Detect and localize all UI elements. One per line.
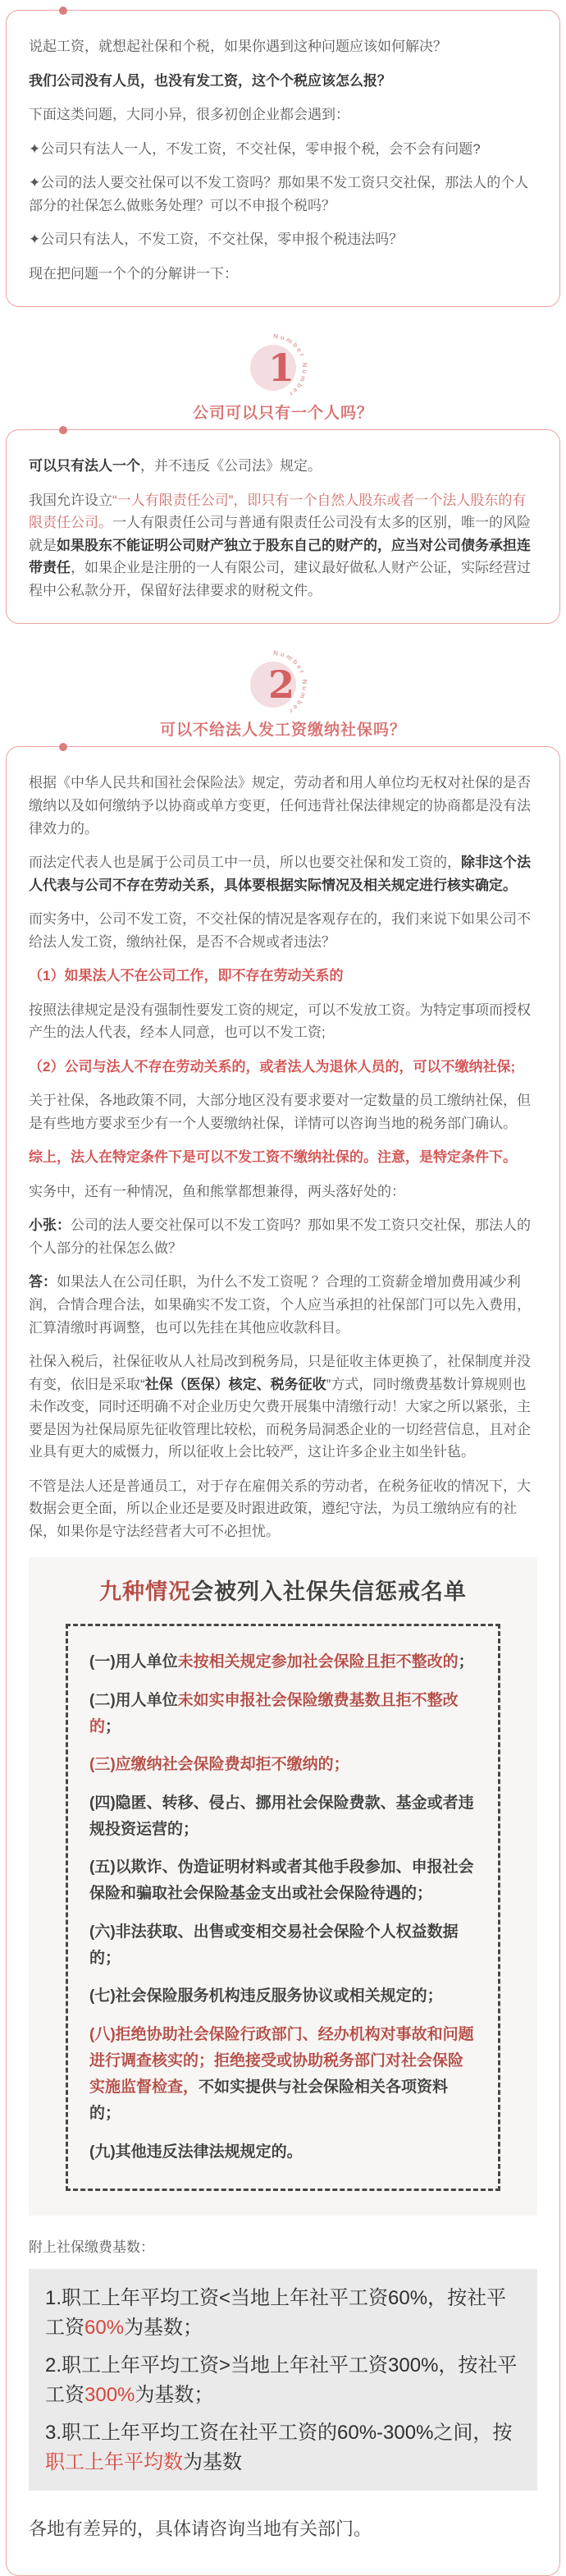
intro-bullet: ✦公司只有法人，不发工资，不交社保，零申报个税违法吗？ <box>29 231 404 248</box>
section-2-paragraph: 而实务中，公司不发工资，不交社保的情况是客观存在的，我们来说下如果公司不给法人发工资，缴纳社保，是否不合规或者违法？ <box>29 911 531 950</box>
section-1-card <box>6 429 560 624</box>
badge-arc-text: Number Number <box>272 332 309 399</box>
nine-item-7: (七)社会保险服务机构违反服务协议或相关规定的； <box>89 1987 443 2005</box>
section-2-paragraph: 实务中，还有一种情况，鱼和熊掌都想兼得，两头落好处的： <box>29 1183 405 1199</box>
nine-situations-heading: 九种情况会被列入社保失信惩戒名单 <box>99 1579 467 1605</box>
intro-bullet: ✦公司的法人要交社保可以不发工资吗？那如果不发工资只交社保，那法人的个人部分的社保怎么做账务处理？可以不申报个税吗？ <box>29 175 529 213</box>
shebao-base-note: 附上社保缴费基数： <box>29 2239 154 2256</box>
nine-item-8: (八)拒绝协助社会保险行政部门、经办机构对事故和问题进行调查核实的；拒绝接受或协助税务部门对社会保险实施监督检查，不如实提供与社会保险相关各项资料的； <box>89 2025 474 2123</box>
shebao-base-block <box>29 2269 537 2491</box>
section-2-paragraph: 关于社保，各地政策不同，大部分地区没有要求要对一定数量的员工缴纳社保，但是有些地方要求至少有一个人要缴纳社保，详情可以咨询当地的税务部门确认。 <box>29 1093 531 1131</box>
badge-number: 1 <box>267 346 295 391</box>
section-2-paragraph: 不管是法人还是普通员工，对于存在雇佣关系的劳动者，在税务征收的情况下，大数据会更全面，所以企业还是要及时跟进政策，遵纪守法，为员工缴纳应有的社保，如果你是守法经营者大可不必担忧。 <box>29 1478 531 1539</box>
section-2-qa-answer: 答：如果法人在公司任职，为什么不发工资呢 ？合理的工资薪金增加费用减少利润，合情合理合法，如果确实不发工资，个人应当承担的社保部门可以先入费用，汇算清缴时再调整，也可以先挂在其他应收款科目。 <box>29 1274 531 1336</box>
section-1-header <box>0 328 566 423</box>
nine-item-1: (一)用人单位未按相关规定参加社会保险且拒不整改的； <box>89 1653 474 1671</box>
nine-item-5: (五)以欺诈、伪造证明材料或者其他手段参加、申报社会保险和骗取社会保险基金支出或社会保险待遇的； <box>89 1859 474 1903</box>
nine-item-2: (二)用人单位未如实申报社会保险缴费基数且拒不整改的； <box>89 1691 459 1735</box>
section-2-number-badge <box>234 645 332 721</box>
card-top-dot <box>59 743 67 751</box>
section-2-subheading-1: （1）如果法人不在公司工作，即不存在劳动关系的 <box>29 968 344 984</box>
intro-paragraph: 现在把问题一个个的分解讲一下： <box>29 265 238 282</box>
nine-item-4: (四)隐匿、转移、侵占、挪用社会保险费款、基金或者违规投资运营的； <box>89 1794 474 1838</box>
nine-item-3: (三)应缴纳社会保险费却拒不缴纳的； <box>89 1756 349 1774</box>
section-2-conclusion: 综上，法人在特定条件下是可以不发工资不缴纳社保的。注意，是特定条件下。 <box>29 1149 517 1166</box>
intro-bullet: ✦公司只有法人一人，不发工资，不交社保，零申报个税，会不会有问题? <box>29 140 481 157</box>
card-top-dot <box>59 426 67 434</box>
section-2-paragraph: 社保入税后，社保征收从人社局改到税务局，只是征收主体更换了，社保制度并没有变，依旧是采取“社保（医保）核定、税务征收”方式，同时缴费基数计算规则也未作改变，同时还明确不对企业历史欠费开展集中清缴行动！大家之所以紧张，主要是因为社保局原先征收管理比较松，而税务局洞悉企业的一切经营信息，且对企业具有更大的威慑力，所以征收上会比较严，这让许多企业主如坐针毡。 <box>29 1354 531 1460</box>
section-2-paragraph: 按照法律规定是没有强制性要发工资的规定，可以不发放工资。为特定事项而授权产生的法人代表，经本人同意，也可以不发工资; <box>29 1002 531 1041</box>
section-2-card <box>6 746 560 2576</box>
shebao-base-rule-3: 3.职工上年平均工资在社平工资的60%-300%之间，按职工上年平均数为基数 <box>45 2422 513 2474</box>
section-2-header <box>0 645 566 740</box>
nine-item-9: (九)其他违反法律法规规定的。 <box>89 2143 303 2161</box>
intro-card <box>6 10 560 307</box>
section-1-number-badge <box>234 328 332 404</box>
section-2-qa-question: 小张：公司的法人要交社保可以不发工资吗？那如果不发工资只交社保，那法人的个人部分的社保怎么做？ <box>29 1217 531 1256</box>
section-1-title: 公司可以只有一个人吗？ <box>192 405 373 423</box>
nine-item-6: (六)非法获取、出售或变相交易社会保险个人权益数据的； <box>89 1923 459 1967</box>
section-2-paragraph: 而法定代表人也是属于公司员工中一员，所以也要交社保和发工资的，除非这个法人代表与公司不存在劳动关系，具体要根据实际情况及相关规定进行核实确定。 <box>29 855 531 893</box>
nine-situations-image <box>29 1557 537 2216</box>
intro-paragraph: 下面这类问题，大同小异，很多初创企业都会遇到： <box>29 107 349 123</box>
intro-question-bold: 我们公司没有人员，也没有发工资，这个个税应该怎么报？ <box>29 72 391 89</box>
nine-situations-list <box>66 1624 500 2191</box>
section-1-paragraph: 我国允许设立“一人有限责任公司”，即只有一个自然人股东或者一个法人股东的有限责任公司。一人有限责任公司与普通有限责任公司没有太多的区别，唯一的风险就是如果股东不能证明公司财产独立于股东自己的财产的，应当对公司债务承担连带责任，如果企业是注册的一人有限公司，建议最好做私人财产公证，实际经营过程中公私款分开，保留好法律要求的财税文件。 <box>29 492 531 598</box>
shebao-base-rule-2: 2.职工上年平均工资>当地上年社平工资300%，按社平工资300%为基数； <box>45 2354 518 2407</box>
badge-arc-text: Number Number <box>272 649 309 717</box>
badge-number: 2 <box>267 662 295 708</box>
intro-paragraph: 说起工资，就想起社保和个税，如果你遇到这种问题应该如何解决？ <box>29 39 447 54</box>
article-page <box>0 10 566 2576</box>
shebao-base-rule-1: 1.职工上年平均工资<当地上年社平工资60%，按社平工资60%为基数； <box>45 2287 507 2340</box>
section-1-paragraph: 可以只有法人一个，并不违反《公司法》规定。 <box>29 458 322 474</box>
card-top-dot <box>59 7 67 15</box>
section-2-paragraph: 根据《中华人民共和国社会保险法》规定，劳动者和用人单位均无权对社保的是否缴纳以及如何缴纳予以协商或单方变更，任何违背社保法律规定的协商都是没有法律效力的。 <box>29 775 531 837</box>
section-2-subheading-2: （2）公司与法人不存在劳动关系的，或者法人为退休人员的，可以不缴纳社保; <box>29 1058 516 1075</box>
regional-difference-note: 各地有差异的，具体请咨询当地有关部门。 <box>29 2519 372 2540</box>
section-2-title: 可以不给法人发工资缴纳社保吗？ <box>159 722 406 740</box>
